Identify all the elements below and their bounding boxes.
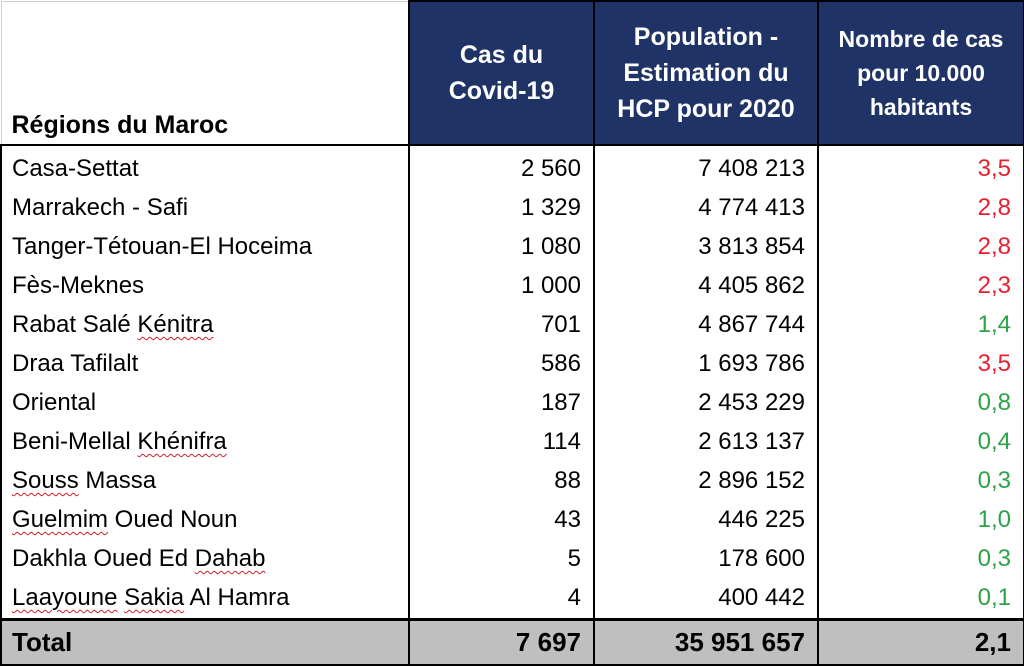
population-value: 4 774 413 xyxy=(594,189,818,228)
total-population: 35 951 657 xyxy=(594,619,818,665)
rate-value: 3,5 xyxy=(818,345,1024,384)
table-header-row xyxy=(1,1,1024,145)
region-name-part: Souss xyxy=(12,467,79,494)
table-row xyxy=(1,145,1024,189)
table-row xyxy=(1,501,1024,540)
cases-value: 1 080 xyxy=(409,228,594,267)
population-value: 2 613 137 xyxy=(594,423,818,462)
population-value: 178 600 xyxy=(594,540,818,579)
total-rate: 2,1 xyxy=(818,619,1024,665)
region-name-part: Casa-Settat xyxy=(12,155,139,182)
cases-value: 701 xyxy=(409,306,594,345)
region-name-part: Sakia xyxy=(124,584,185,611)
rate-value: 0,3 xyxy=(818,462,1024,501)
region-name-part: Guelmim xyxy=(12,506,109,533)
cases-value: 114 xyxy=(409,423,594,462)
table-row xyxy=(1,579,1024,620)
region-name xyxy=(1,579,409,620)
population-value: 2 896 152 xyxy=(594,462,818,501)
table-row xyxy=(1,423,1024,462)
table-row xyxy=(1,540,1024,579)
rate-value: 2,8 xyxy=(818,228,1024,267)
population-value: 4 405 862 xyxy=(594,267,818,306)
rate-value: 0,3 xyxy=(818,540,1024,579)
total-cases: 7 697 xyxy=(409,619,594,665)
cases-value: 1 329 xyxy=(409,189,594,228)
header-regions: Régions du Maroc xyxy=(1,1,409,145)
table-body xyxy=(1,145,1024,620)
total-label: Total xyxy=(1,619,409,665)
rate-value: 2,8 xyxy=(818,189,1024,228)
region-name xyxy=(1,462,409,501)
table-row xyxy=(1,306,1024,345)
region-name-part: Massa xyxy=(78,467,157,494)
table-row xyxy=(1,189,1024,228)
region-name xyxy=(1,501,409,540)
rate-value: 1,0 xyxy=(818,501,1024,540)
region-name-part: Marrakech - Safi xyxy=(12,194,189,221)
population-value: 2 453 229 xyxy=(594,384,818,423)
cases-value: 43 xyxy=(409,501,594,540)
header-rate: Nombre de cas pour 10.000 habitants xyxy=(818,1,1024,145)
region-name-part: Dakhla Oued Ed xyxy=(12,545,195,572)
table-row xyxy=(1,462,1024,501)
region-name-part: Fès-Meknes xyxy=(12,272,145,299)
region-name-part: Khénifra xyxy=(137,428,227,455)
population-value: 4 867 744 xyxy=(594,306,818,345)
cases-value: 2 560 xyxy=(409,145,594,189)
region-name xyxy=(1,145,409,189)
region-name xyxy=(1,306,409,345)
region-name xyxy=(1,540,409,579)
region-name xyxy=(1,228,409,267)
region-name-part: Kénitra xyxy=(137,311,214,338)
header-cases: Cas du Covid-19 xyxy=(409,1,594,145)
rate-value: 1,4 xyxy=(818,306,1024,345)
rate-value: 0,8 xyxy=(818,384,1024,423)
region-name-part: Rabat Salé xyxy=(12,311,138,338)
region-name-part: Oriental xyxy=(12,389,97,416)
population-value: 3 813 854 xyxy=(594,228,818,267)
cases-value: 5 xyxy=(409,540,594,579)
population-value: 400 442 xyxy=(594,579,818,620)
region-name-part: Oued Noun xyxy=(108,506,238,533)
region-name xyxy=(1,384,409,423)
cases-value: 88 xyxy=(409,462,594,501)
region-name xyxy=(1,267,409,306)
header-population: Population - Estimation du HCP pour 2020 xyxy=(594,1,818,145)
population-value: 446 225 xyxy=(594,501,818,540)
population-value: 1 693 786 xyxy=(594,345,818,384)
region-name xyxy=(1,345,409,384)
region-name-part: Dahab xyxy=(194,545,266,572)
table-row xyxy=(1,345,1024,384)
cases-value: 4 xyxy=(409,579,594,620)
rate-value: 0,4 xyxy=(818,423,1024,462)
region-name-part: Tanger-Tétouan-El Hoceima xyxy=(12,233,313,260)
cases-value: 187 xyxy=(409,384,594,423)
cases-value: 1 000 xyxy=(409,267,594,306)
region-name-part: Draa Tafilalt xyxy=(12,350,139,377)
rate-value: 2,3 xyxy=(818,267,1024,306)
region-name xyxy=(1,189,409,228)
rate-value: 0,1 xyxy=(818,579,1024,620)
table-row xyxy=(1,267,1024,306)
population-value: 7 408 213 xyxy=(594,145,818,189)
rate-value: 3,5 xyxy=(818,145,1024,189)
region-name-part: Laayoune xyxy=(12,584,118,611)
table-row xyxy=(1,228,1024,267)
region-name-part: Al Hamra xyxy=(184,584,290,611)
cases-value: 586 xyxy=(409,345,594,384)
table-row xyxy=(1,384,1024,423)
region-name-part: Beni-Mellal xyxy=(12,428,138,455)
region-name xyxy=(1,423,409,462)
total-row xyxy=(1,619,1024,665)
